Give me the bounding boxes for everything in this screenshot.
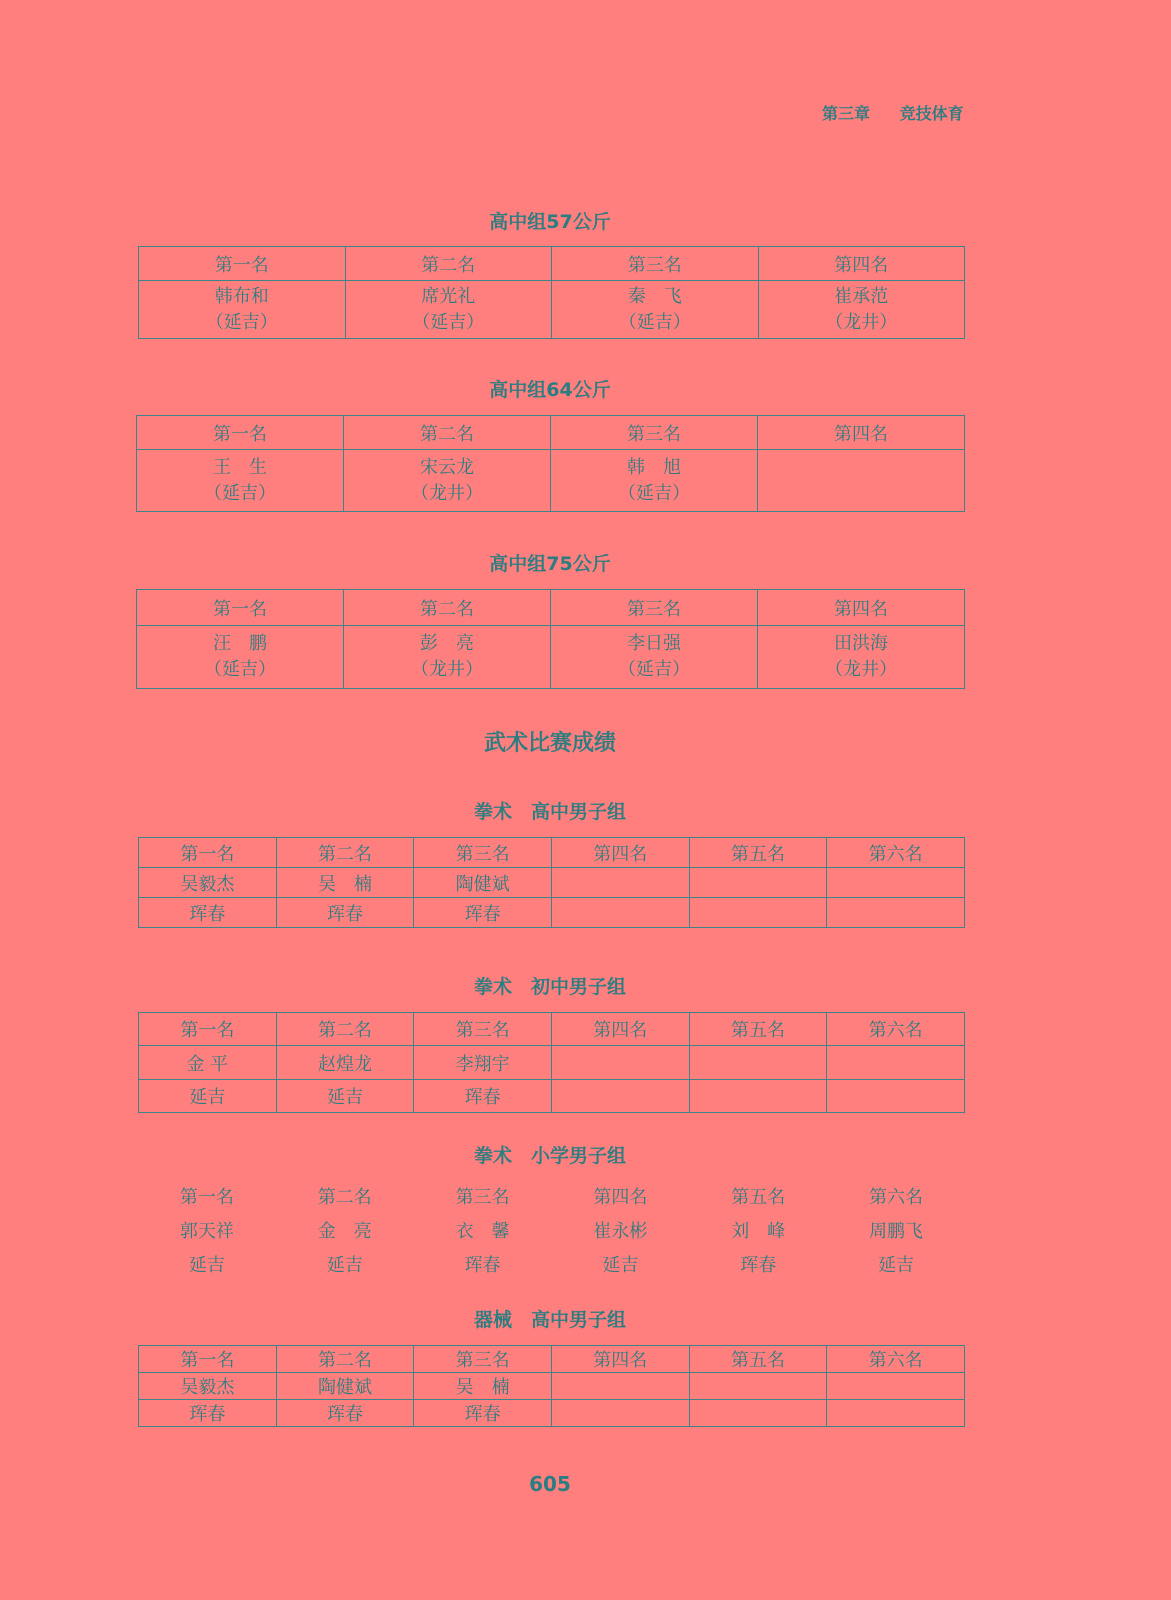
result-cell	[758, 626, 965, 689]
result-cell	[551, 626, 758, 689]
rank-cell: 第五名	[689, 1346, 827, 1373]
section-title-quanshu-primary: 拳术 小学男子组	[473, 1145, 626, 1167]
athlete-name	[827, 868, 965, 898]
rank-cell: 第一名	[139, 1013, 277, 1046]
rank-cell: 第二名	[276, 1346, 414, 1373]
rank-cell: 第一名	[139, 247, 346, 281]
athlete-place: 珲春	[414, 1400, 552, 1427]
table-qixie-high	[138, 1345, 965, 1427]
section-label: 竞技体育	[899, 104, 964, 123]
table-header-row	[139, 247, 965, 281]
rank-cell: 第三名	[551, 416, 758, 450]
rank-cell: 第四名	[758, 247, 965, 281]
section-title-qixie-high: 器械 高中男子组	[473, 1309, 626, 1331]
table-row	[139, 1080, 965, 1113]
table-row	[139, 898, 965, 928]
athlete-name: 田洪海	[834, 633, 888, 654]
table-row	[139, 1373, 965, 1400]
athlete-name: 韩 旭	[627, 456, 681, 478]
athlete-place: （龙井）	[411, 482, 483, 504]
rank-cell: 第一名	[137, 416, 344, 450]
athlete-place	[827, 1080, 965, 1113]
table-row	[137, 450, 965, 512]
rank-cell: 第一名	[139, 838, 277, 868]
athlete-name: 彭 亮	[420, 633, 474, 654]
athlete-name: 赵煌龙	[276, 1046, 414, 1080]
section-title-quanshu-middle: 拳术 初中男子组	[473, 976, 626, 998]
athlete-name: 陶健斌	[276, 1373, 414, 1400]
table-row	[137, 626, 965, 689]
athlete-place: 珲春	[139, 1400, 277, 1427]
result-cell	[137, 450, 344, 512]
rank-cell: 第二名	[276, 1013, 414, 1046]
rank-cell: 第二名	[345, 247, 552, 281]
athlete-name: 崔承范	[834, 285, 889, 307]
chapter-label: 第三章	[822, 104, 871, 123]
athlete-name	[551, 1373, 689, 1400]
results-grid-quanshu-primary	[138, 1183, 965, 1277]
athlete-place: 延吉	[602, 1255, 639, 1276]
athlete-place	[827, 1400, 965, 1427]
athlete-place: （延吉）	[618, 311, 691, 333]
rank-cell: 第二名	[276, 838, 414, 868]
result-cell	[552, 281, 759, 339]
table-64kg	[136, 415, 965, 512]
athlete-place: （延吉）	[204, 482, 276, 504]
result-cell	[344, 450, 551, 512]
athlete-name: 宋云龙	[420, 456, 474, 478]
athlete-name	[551, 1046, 689, 1080]
athlete-place: （延吉）	[618, 659, 690, 680]
athlete-name: 汪 鹏	[213, 633, 267, 654]
athlete-name: 郭天祥	[179, 1221, 234, 1242]
rank-cell: 第四名	[758, 416, 965, 450]
athlete-place: （龙井）	[825, 311, 898, 333]
rank-cell: 第五名	[689, 1013, 827, 1046]
table-row	[139, 281, 965, 339]
rank-cell: 第一名	[137, 590, 344, 626]
rank-cell: 第四名	[551, 1346, 689, 1373]
athlete-place: 珲春	[139, 898, 277, 928]
athlete-place: 延吉	[139, 1080, 277, 1113]
athlete-name: 王 生	[213, 456, 267, 478]
athlete-place	[689, 898, 827, 928]
athlete-place: 珲春	[414, 1080, 552, 1113]
rank-cell: 第三名	[414, 1346, 552, 1373]
table-header-row	[137, 590, 965, 626]
athlete-place: （延吉）	[618, 482, 690, 504]
rank-cell: 第四名	[758, 590, 965, 626]
rank-cell: 第六名	[869, 1187, 924, 1208]
rank-cell: 第三名	[552, 247, 759, 281]
section-title-64kg: 高中组64公斤	[489, 379, 611, 401]
table-quanshu-middle	[138, 1012, 965, 1113]
athlete-name: 周鹏飞	[869, 1221, 924, 1242]
rank-cell: 第一名	[139, 1346, 277, 1373]
athlete-name: 衣 馨	[455, 1221, 510, 1242]
rank-cell: 第五名	[689, 838, 827, 868]
athlete-name: 吴 楠	[414, 1373, 552, 1400]
table-57kg	[138, 246, 965, 339]
athlete-place: 珲春	[414, 898, 552, 928]
rank-cell: 第二名	[344, 416, 551, 450]
rank-cell: 第六名	[827, 1013, 965, 1046]
athlete-place: 延吉	[326, 1255, 363, 1276]
table-header-row	[139, 1346, 965, 1373]
athlete-name: 金 平	[139, 1046, 277, 1080]
result-cell	[137, 626, 344, 689]
athlete-name	[551, 868, 689, 898]
rank-cell: 第三名	[414, 838, 552, 868]
athlete-name	[689, 868, 827, 898]
athlete-name: 陶健斌	[414, 868, 552, 898]
athlete-name: 刘 峰	[731, 1221, 786, 1242]
table-row	[139, 868, 965, 898]
athlete-place	[551, 898, 689, 928]
athlete-name: 吴 楠	[276, 868, 414, 898]
result-cell	[139, 281, 346, 339]
rank-cell: 第三名	[455, 1187, 510, 1208]
athlete-name: 席光礼	[421, 285, 476, 307]
table-quanshu-high	[138, 837, 965, 928]
wushu-heading: 武术比赛成绩	[483, 730, 616, 756]
result-cell	[345, 281, 552, 339]
athlete-place	[551, 1080, 689, 1113]
running-header	[822, 101, 964, 124]
athlete-place	[689, 1080, 827, 1113]
athlete-place: 珲春	[740, 1255, 777, 1276]
athlete-name: 吴毅杰	[139, 1373, 277, 1400]
athlete-place: 延吉	[878, 1255, 915, 1276]
rank-cell: 第二名	[317, 1187, 372, 1208]
rank-cell: 第三名	[551, 590, 758, 626]
table-75kg	[136, 589, 965, 689]
section-title-57kg: 高中组57公斤	[489, 211, 611, 233]
result-cell	[758, 450, 965, 512]
table-header-row	[139, 838, 965, 868]
result-cell	[344, 626, 551, 689]
table-header-row	[139, 1013, 965, 1046]
page-number: 605	[529, 1472, 571, 1496]
athlete-place: （延吉）	[204, 659, 276, 680]
table-row	[139, 1046, 965, 1080]
athlete-name	[689, 1373, 827, 1400]
athlete-name: 李翔宇	[414, 1046, 552, 1080]
athlete-name: 金 亮	[317, 1221, 372, 1242]
table-row	[139, 1400, 965, 1427]
section-title-75kg: 高中组75公斤	[489, 553, 611, 575]
athlete-place: （延吉）	[205, 311, 278, 333]
athlete-place: 珲春	[464, 1255, 501, 1276]
rank-cell: 第四名	[593, 1187, 648, 1208]
athlete-name: 吴毅杰	[139, 868, 277, 898]
rank-cell: 第三名	[414, 1013, 552, 1046]
athlete-name	[689, 1046, 827, 1080]
athlete-place	[689, 1400, 827, 1427]
athlete-name: 秦 飞	[627, 285, 682, 307]
rank-cell: 第四名	[551, 838, 689, 868]
table-header-row	[137, 416, 965, 450]
athlete-place: （龙井）	[825, 659, 897, 680]
athlete-place	[827, 898, 965, 928]
athlete-place: 珲春	[276, 898, 414, 928]
athlete-place	[551, 1400, 689, 1427]
athlete-name: 韩布和	[214, 285, 269, 307]
rank-cell: 第四名	[551, 1013, 689, 1046]
athlete-place: （龙井）	[411, 659, 483, 680]
athlete-place: 珲春	[276, 1400, 414, 1427]
athlete-name	[827, 1373, 965, 1400]
athlete-name: 崔永彬	[593, 1221, 648, 1242]
athlete-name	[827, 1046, 965, 1080]
athlete-name: 李日强	[627, 633, 681, 654]
rank-cell: 第六名	[827, 838, 965, 868]
result-cell	[758, 281, 965, 339]
result-cell	[551, 450, 758, 512]
rank-cell: 第一名	[179, 1187, 234, 1208]
athlete-place: 延吉	[188, 1255, 225, 1276]
rank-cell: 第二名	[344, 590, 551, 626]
rank-cell: 第六名	[827, 1346, 965, 1373]
athlete-place: （延吉）	[412, 311, 485, 333]
section-title-quanshu-high: 拳术 高中男子组	[473, 801, 626, 823]
athlete-place: 延吉	[276, 1080, 414, 1113]
rank-cell: 第五名	[731, 1187, 786, 1208]
